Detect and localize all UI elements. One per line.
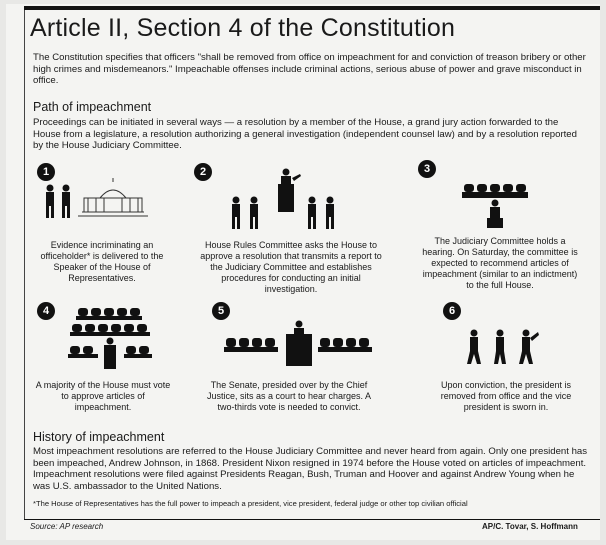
step-6-caption: Upon conviction, the president is removed from office and the vice president is sworn in. — [440, 380, 572, 412]
committee-podium-icon — [228, 166, 348, 232]
path-heading: Path of impeachment — [33, 100, 152, 114]
hearing-panel-icon — [462, 176, 542, 232]
step-1-number: 1 — [37, 163, 55, 181]
left-rule — [24, 10, 25, 520]
bottom-rule — [24, 519, 600, 520]
step-2-caption: House Rules Committee asks the House to approve a resolution that transmits a report to the Judiciary Committee and establishes procedures for conducting an initial investigation. — [200, 240, 382, 294]
step-1-caption: Evidence incriminating an officeholder* is delivered to the Speaker of the House of Representatives. — [40, 240, 164, 283]
step-3-caption: The Judiciary Committee holds a hearing. On Saturday, the committee is expected to recommend articles of impeachment (similar to an indictment) to the full House. — [422, 236, 578, 290]
footnote: *The House of Representatives has the full power to impeach a president, vice president, federal judge or other top civilian official — [33, 499, 468, 508]
step-5-number: 5 — [212, 302, 230, 320]
page-title: Article II, Section 4 of the Constitution — [30, 14, 456, 42]
credit-line: AP/C. Tovar, S. Hoffmann — [482, 522, 578, 531]
intro-paragraph: The Constitution specifies that officers "shall be removed from office on impeachment for and conviction of treason bribery or other high crimes and misdemeanors." Impeachable offenses include criminal actions, serious abuse of power and grave misconduct in office. — [33, 52, 586, 87]
history-paragraph: Most impeachment resolutions are referred to the House Judiciary Committee and never heard from again. Only one president has been impeached, Andrew Johnson, in 1868. President Nixon resigned in 1974 before the House voted on articles of impeachment. Impeachment resolutions were filed against Presidents Reagan, Bush, Truman and Hoover and against Andrew Young when he was U.S. ambassador to the United Nations. — [33, 446, 588, 492]
path-paragraph: Proceedings can be initiated in several ways — a resolution by a member of the House, a grand jury action forwarded to the House from a legislature, a resolution authorizing a general investigation (independent counsel law) and by a resolution reported by the House Judiciary Committee. — [33, 117, 577, 152]
step-5-caption: The Senate, presided over by the Chief Justice, sits as a court to hear charges. A two-thirds vote is needed to convict. — [206, 380, 372, 412]
step-2-number: 2 — [194, 163, 212, 181]
top-rule — [24, 6, 600, 10]
people-capitol-icon — [42, 178, 152, 228]
step-4-number: 4 — [37, 302, 55, 320]
step-3-number: 3 — [418, 160, 436, 178]
history-heading: History of impeachment — [33, 430, 165, 444]
removal-icon — [464, 328, 544, 372]
house-vote-icon — [68, 308, 164, 372]
source-note: Source: AP research — [30, 522, 104, 531]
step-6-number: 6 — [443, 302, 461, 320]
senate-court-icon — [224, 318, 374, 368]
step-4-caption: A majority of the House must vote to approve articles of impeachment. — [35, 380, 171, 412]
